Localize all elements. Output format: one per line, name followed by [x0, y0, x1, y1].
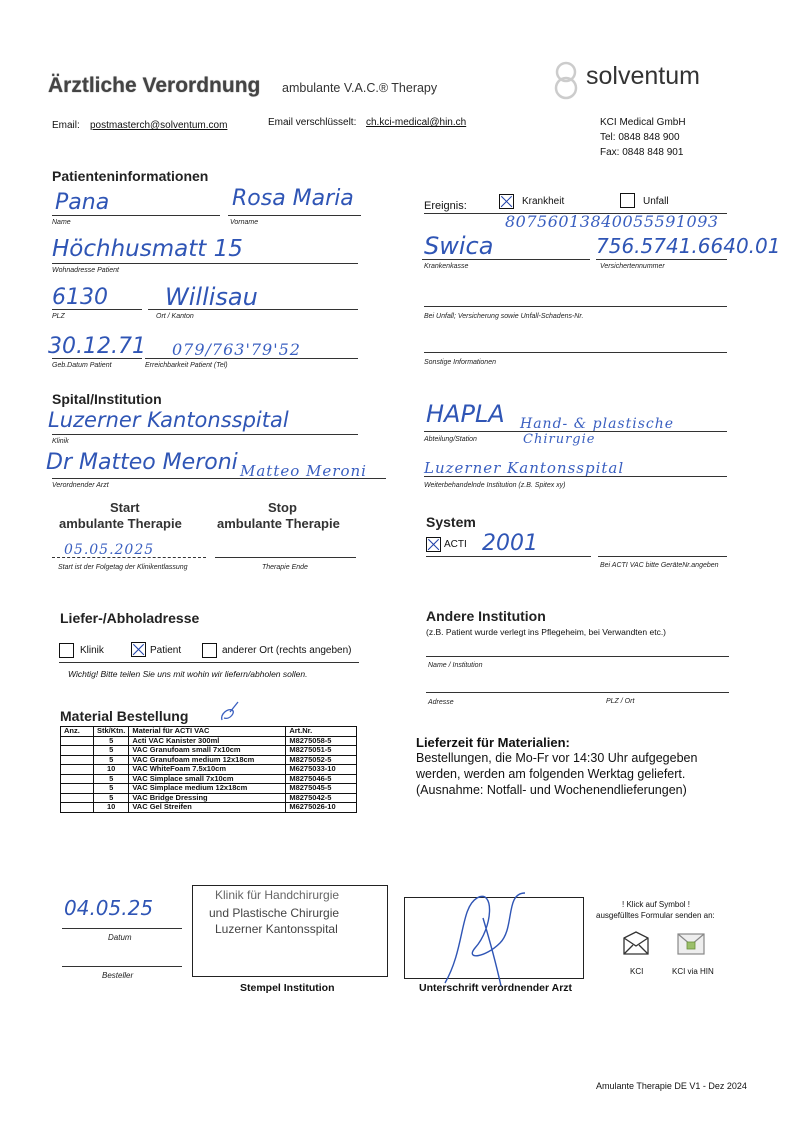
cell-stk: 10 — [94, 803, 129, 813]
stamp-line-3: Luzerner Kantonsspital — [215, 922, 338, 936]
andere-plz-caption: PLZ / Ort — [606, 698, 635, 705]
vorname-caption: Vorname — [230, 219, 259, 226]
versichertennummer-top[interactable]: 80756013840055591093 — [505, 212, 719, 231]
name-value[interactable]: Pana — [55, 190, 110, 215]
unterschrift-caption: Unterschrift verordnender Arzt — [419, 982, 573, 994]
secure-envelope-icon — [676, 930, 706, 956]
stop-heading-2: ambulante Therapie — [217, 516, 340, 531]
unfall-versicherung-caption: Bei Unfall; Versicherung sowie Unfall-Schadens-Nr. — [424, 313, 584, 320]
klinik-caption: Klinik — [52, 438, 69, 445]
krankenkasse-value[interactable]: Swica — [424, 232, 494, 260]
abteilung-caption: Abteilung/Station — [424, 436, 477, 443]
arzt-value[interactable]: Dr Matteo Meroni — [46, 450, 238, 475]
stop-caption: Therapie Ende — [262, 564, 308, 571]
datum-caption: Datum — [108, 933, 132, 942]
cell-stk: 5 — [94, 774, 129, 784]
cell-stk: 5 — [94, 793, 129, 803]
cell-artnr: M8275042-5 — [286, 793, 357, 803]
envelope-icon — [622, 930, 650, 956]
stamp-box[interactable] — [192, 885, 388, 977]
stempel-caption: Stempel Institution — [240, 982, 335, 994]
solventum-logo-icon — [548, 58, 584, 102]
klinik-value[interactable]: Luzerner Kantonsspital — [48, 408, 289, 432]
material-row — [61, 803, 357, 813]
phone-caption: Erreichbarkeit Patient (Tel) — [145, 362, 228, 369]
cell-artnr: M8275051-5 — [286, 746, 357, 756]
pen-mark-icon — [218, 700, 240, 724]
cell-material: VAC Granufoam medium 12x18cm — [129, 755, 286, 765]
versichertennummer-value[interactable]: 756.5741.6640.01 — [596, 234, 781, 258]
sonstige-caption: Sonstige Informationen — [424, 359, 496, 366]
liefer-anderer-checkbox[interactable] — [202, 643, 217, 658]
start-date-value[interactable]: 05.05.2025 — [64, 542, 155, 558]
cell-anz[interactable] — [61, 803, 94, 813]
company-tel: Tel: 0848 848 900 — [600, 132, 680, 143]
lieferzeit-heading: Lieferzeit für Materialien: — [416, 735, 570, 750]
material-table-header — [61, 727, 357, 737]
cell-artnr: M8275052-5 — [286, 755, 357, 765]
material-table — [60, 726, 357, 813]
address-caption: Wohnadresse Patient — [52, 267, 119, 274]
arzt-caption: Verordnender Arzt — [52, 482, 109, 489]
unfall-label: Unfall — [643, 196, 669, 207]
lieferzeit-text-2: werden, werden am folgenden Werktag geliefert. — [416, 767, 686, 781]
col-anz: Anz. — [61, 727, 94, 737]
klick-line-2: ausgefülltes Formular senden an: — [596, 911, 715, 920]
cell-anz[interactable] — [61, 765, 94, 775]
cell-stk: 5 — [94, 755, 129, 765]
cell-anz[interactable] — [61, 774, 94, 784]
arzt-signature-text: Matteo Meroni — [240, 462, 367, 480]
cell-material: VAC Simplace medium 12x18cm — [129, 784, 286, 794]
system-heading: System — [426, 514, 476, 530]
version-label: Amulante Therapie DE V1 - Dez 2024 — [596, 1081, 747, 1091]
liefer-hinweis: Wichtig! Bitte teilen Sie uns mit wohin wir liefern/abholen sollen. — [68, 669, 308, 679]
liefer-patient-label: Patient — [150, 645, 182, 656]
andere-name-caption: Name / Institution — [428, 662, 483, 669]
spital-heading: Spital/Institution — [52, 391, 162, 407]
ort-value[interactable]: Willisau — [165, 283, 258, 311]
cell-anz[interactable] — [61, 784, 94, 794]
start-heading-2: ambulante Therapie — [59, 516, 182, 531]
stamp-line-1: Klinik für Handchirurgie — [215, 888, 340, 902]
lieferzeit-text-3: (Ausnahme: Notfall- und Wochenendlieferungen) — [416, 783, 687, 797]
send-kci-button[interactable] — [622, 930, 650, 956]
email-encrypted-label: Email verschlüsselt: — [268, 117, 357, 128]
cell-artnr: M6275026-10 — [286, 803, 357, 813]
krankenkasse-caption: Krankenkasse — [424, 263, 469, 270]
cell-artnr: M8275045-5 — [286, 784, 357, 794]
andere-sub: (z.B. Patient wurde verlegt ins Pflegeheim, bei Verwandten etc.) — [426, 627, 667, 637]
kci-label: KCI — [630, 967, 644, 976]
plz-caption: PLZ — [52, 313, 65, 320]
address-value[interactable]: Höchhusmatt 15 — [52, 236, 243, 262]
email-label: Email: — [52, 120, 80, 131]
email-link[interactable]: postmasterch@solventum.com — [90, 120, 228, 131]
cell-stk: 5 — [94, 746, 129, 756]
company-fax: Fax: 0848 848 901 — [600, 147, 684, 158]
acti-label: ACTI — [444, 539, 467, 550]
cell-material: VAC Bridge Dressing — [129, 793, 286, 803]
andere-adresse-caption: Adresse — [428, 699, 454, 706]
stamp-line-2: und Plastische Chirurgie — [209, 906, 340, 920]
col-stk: Stk/Ktn. — [94, 727, 129, 737]
brand-logo — [548, 58, 584, 102]
cell-anz[interactable] — [61, 793, 94, 803]
cell-material: Acti VAC Kanister 300ml — [129, 736, 286, 746]
form-title: Ärztliche Verordnung — [48, 74, 261, 97]
liefer-anderer-label: anderer Ort (rechts angeben) — [222, 645, 352, 656]
start-heading-1: Start — [110, 500, 140, 515]
start-caption: Start ist der Folgetag der Klinikentlassung — [58, 564, 188, 571]
material-row — [61, 765, 357, 775]
weiterbehandelnde-caption: Weiterbehandelnde Institution (z.B. Spitex xy) — [424, 482, 566, 489]
klick-line-1: ! Klick auf Symbol ! — [622, 900, 691, 909]
material-row — [61, 746, 357, 756]
cell-anz[interactable] — [61, 746, 94, 756]
cell-material: VAC Granufoam small 7x10cm — [129, 746, 286, 756]
patient-heading: Patienteninformationen — [52, 168, 209, 184]
signature-box[interactable] — [404, 897, 584, 979]
signature-scribble — [405, 888, 583, 988]
liefer-klinik-checkbox[interactable] — [59, 643, 74, 658]
ort-caption: Ort / Kanton — [156, 313, 194, 320]
send-kci-hin-button[interactable] — [676, 930, 706, 956]
name-caption: Name — [52, 219, 71, 226]
liefer-patient-checkbox[interactable] — [131, 642, 146, 657]
cell-material: VAC Simplace small 7x10cm — [129, 774, 286, 784]
weiterbehandelnde-value[interactable]: Luzerner Kantonsspital — [424, 459, 625, 477]
cell-material: VAC Gel Streifen — [129, 803, 286, 813]
col-artnr: Art.Nr. — [286, 727, 357, 737]
material-heading: Material Bestellung — [60, 708, 189, 724]
krankheit-label: Krankheit — [522, 196, 565, 207]
ereignis-label: Ereignis: — [424, 200, 467, 212]
cell-stk: 5 — [94, 784, 129, 794]
liefer-klinik-label: Klinik — [80, 645, 104, 656]
abteilung-value-2[interactable]: Hand- & plastische — [520, 416, 675, 432]
company-name: KCI Medical GmbH — [600, 117, 686, 128]
material-pen-mark — [218, 700, 240, 729]
besteller-caption: Besteller — [102, 971, 134, 980]
liefer-heading: Liefer-/Abholadresse — [60, 610, 200, 626]
abteilung-value[interactable]: HAPLA — [426, 400, 505, 428]
cell-artnr: M6275033-10 — [286, 765, 357, 775]
stop-heading-1: Stop — [268, 500, 297, 515]
cell-anz[interactable] — [61, 755, 94, 765]
cell-material: VAC WhiteFoam 7.5x10cm — [129, 765, 286, 775]
abteilung-value-3[interactable]: Chirurgie — [523, 432, 596, 447]
geraete-caption: Bei ACTI VAC bitte GeräteNr.angeben — [600, 562, 719, 569]
phone-value[interactable]: 079/763'79'52 — [172, 340, 301, 359]
plz-value[interactable]: 6130 — [52, 285, 108, 310]
cell-artnr: M8275058-5 — [286, 736, 357, 746]
material-row — [61, 784, 357, 794]
unfall-checkbox[interactable] — [620, 193, 635, 208]
dob-caption: Geb.Datum Patient — [52, 362, 112, 369]
form-subtitle: ambulante V.A.C.® Therapy — [282, 81, 438, 95]
lieferzeit-text-1: Bestellungen, die Mo-Fr vor 14:30 Uhr aufgegeben — [416, 751, 698, 765]
kci-hin-label: KCI via HIN — [672, 967, 714, 976]
geraete-nr-value[interactable]: 2001 — [482, 531, 538, 556]
acti-checkbox[interactable] — [426, 537, 441, 552]
col-material: Material für ACTI VAC — [129, 727, 286, 737]
cell-artnr: M8275046-5 — [286, 774, 357, 784]
brand-name: solventum — [586, 62, 700, 90]
cell-anz[interactable] — [61, 736, 94, 746]
dob-value[interactable]: 30.12.71 — [48, 334, 146, 359]
datum-value[interactable]: 04.05.25 — [64, 896, 154, 920]
cell-stk: 10 — [94, 765, 129, 775]
vorname-value[interactable]: Rosa Maria — [232, 186, 354, 211]
cell-stk: 5 — [94, 736, 129, 746]
andere-heading: Andere Institution — [426, 608, 546, 624]
versichertennummer-caption: Versichertennummer — [600, 263, 665, 270]
email-encrypted-link[interactable]: ch.kci-medical@hin.ch — [366, 117, 467, 128]
krankheit-checkbox[interactable] — [499, 194, 514, 209]
